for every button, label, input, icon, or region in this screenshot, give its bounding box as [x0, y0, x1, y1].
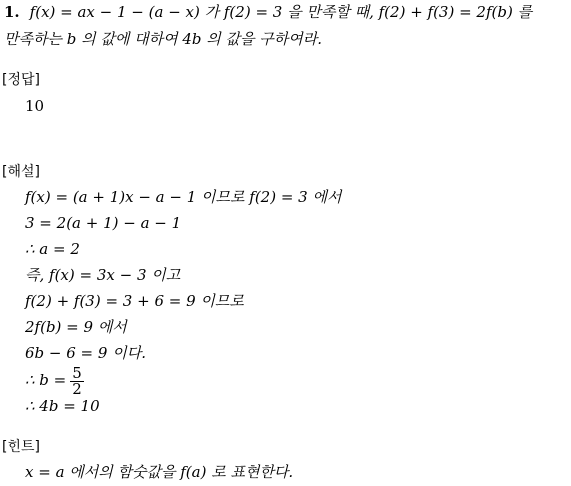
- problem-number: 1.: [4, 3, 20, 21]
- solution-step: f(x) = (a + 1)x − a − 1 이므로 f(2) = 3 에서: [25, 188, 342, 206]
- solution-step: 6b − 6 = 9 이다.: [25, 344, 146, 362]
- problem-line-1: [4, 2, 532, 22]
- solution-step: ∴ b =: [25, 371, 67, 389]
- solution-step: ∴ a = 2: [25, 240, 80, 258]
- answer-label: [정답]: [2, 72, 40, 88]
- problem-text-2: 만족하는 b 의 값에 대하여 4b 의 값을 구하여라.: [4, 30, 322, 48]
- solution-step-fraction: [25, 362, 84, 398]
- fraction: [70, 363, 84, 398]
- solution-step: ∴ 4b = 10: [25, 397, 100, 415]
- solution-step: 3 = 2(a + 1) − a − 1: [25, 214, 182, 232]
- hint-text: x = a 에서의 함숫값을 f(a) 로 표현한다.: [25, 463, 294, 481]
- solution-step: 즉, f(x) = 3x − 3 이고: [25, 266, 181, 284]
- solution-step: 2f(b) = 9 에서: [25, 318, 127, 336]
- problem-text-1: f(x) = ax − 1 − (a − x) 가 f(2) = 3 을 만족할 때, f(2) + f(3) = 2f(b) 를: [29, 3, 533, 21]
- fraction-denominator: 2: [72, 379, 82, 398]
- answer-value: 10: [25, 97, 45, 115]
- fraction-numerator: 5: [72, 363, 82, 382]
- solution-step: f(2) + f(3) = 3 + 6 = 9 이므로: [25, 292, 244, 310]
- solution-label: [해설]: [2, 164, 40, 180]
- hint-label: [힌트]: [2, 439, 40, 455]
- problem-line-2: [4, 29, 322, 49]
